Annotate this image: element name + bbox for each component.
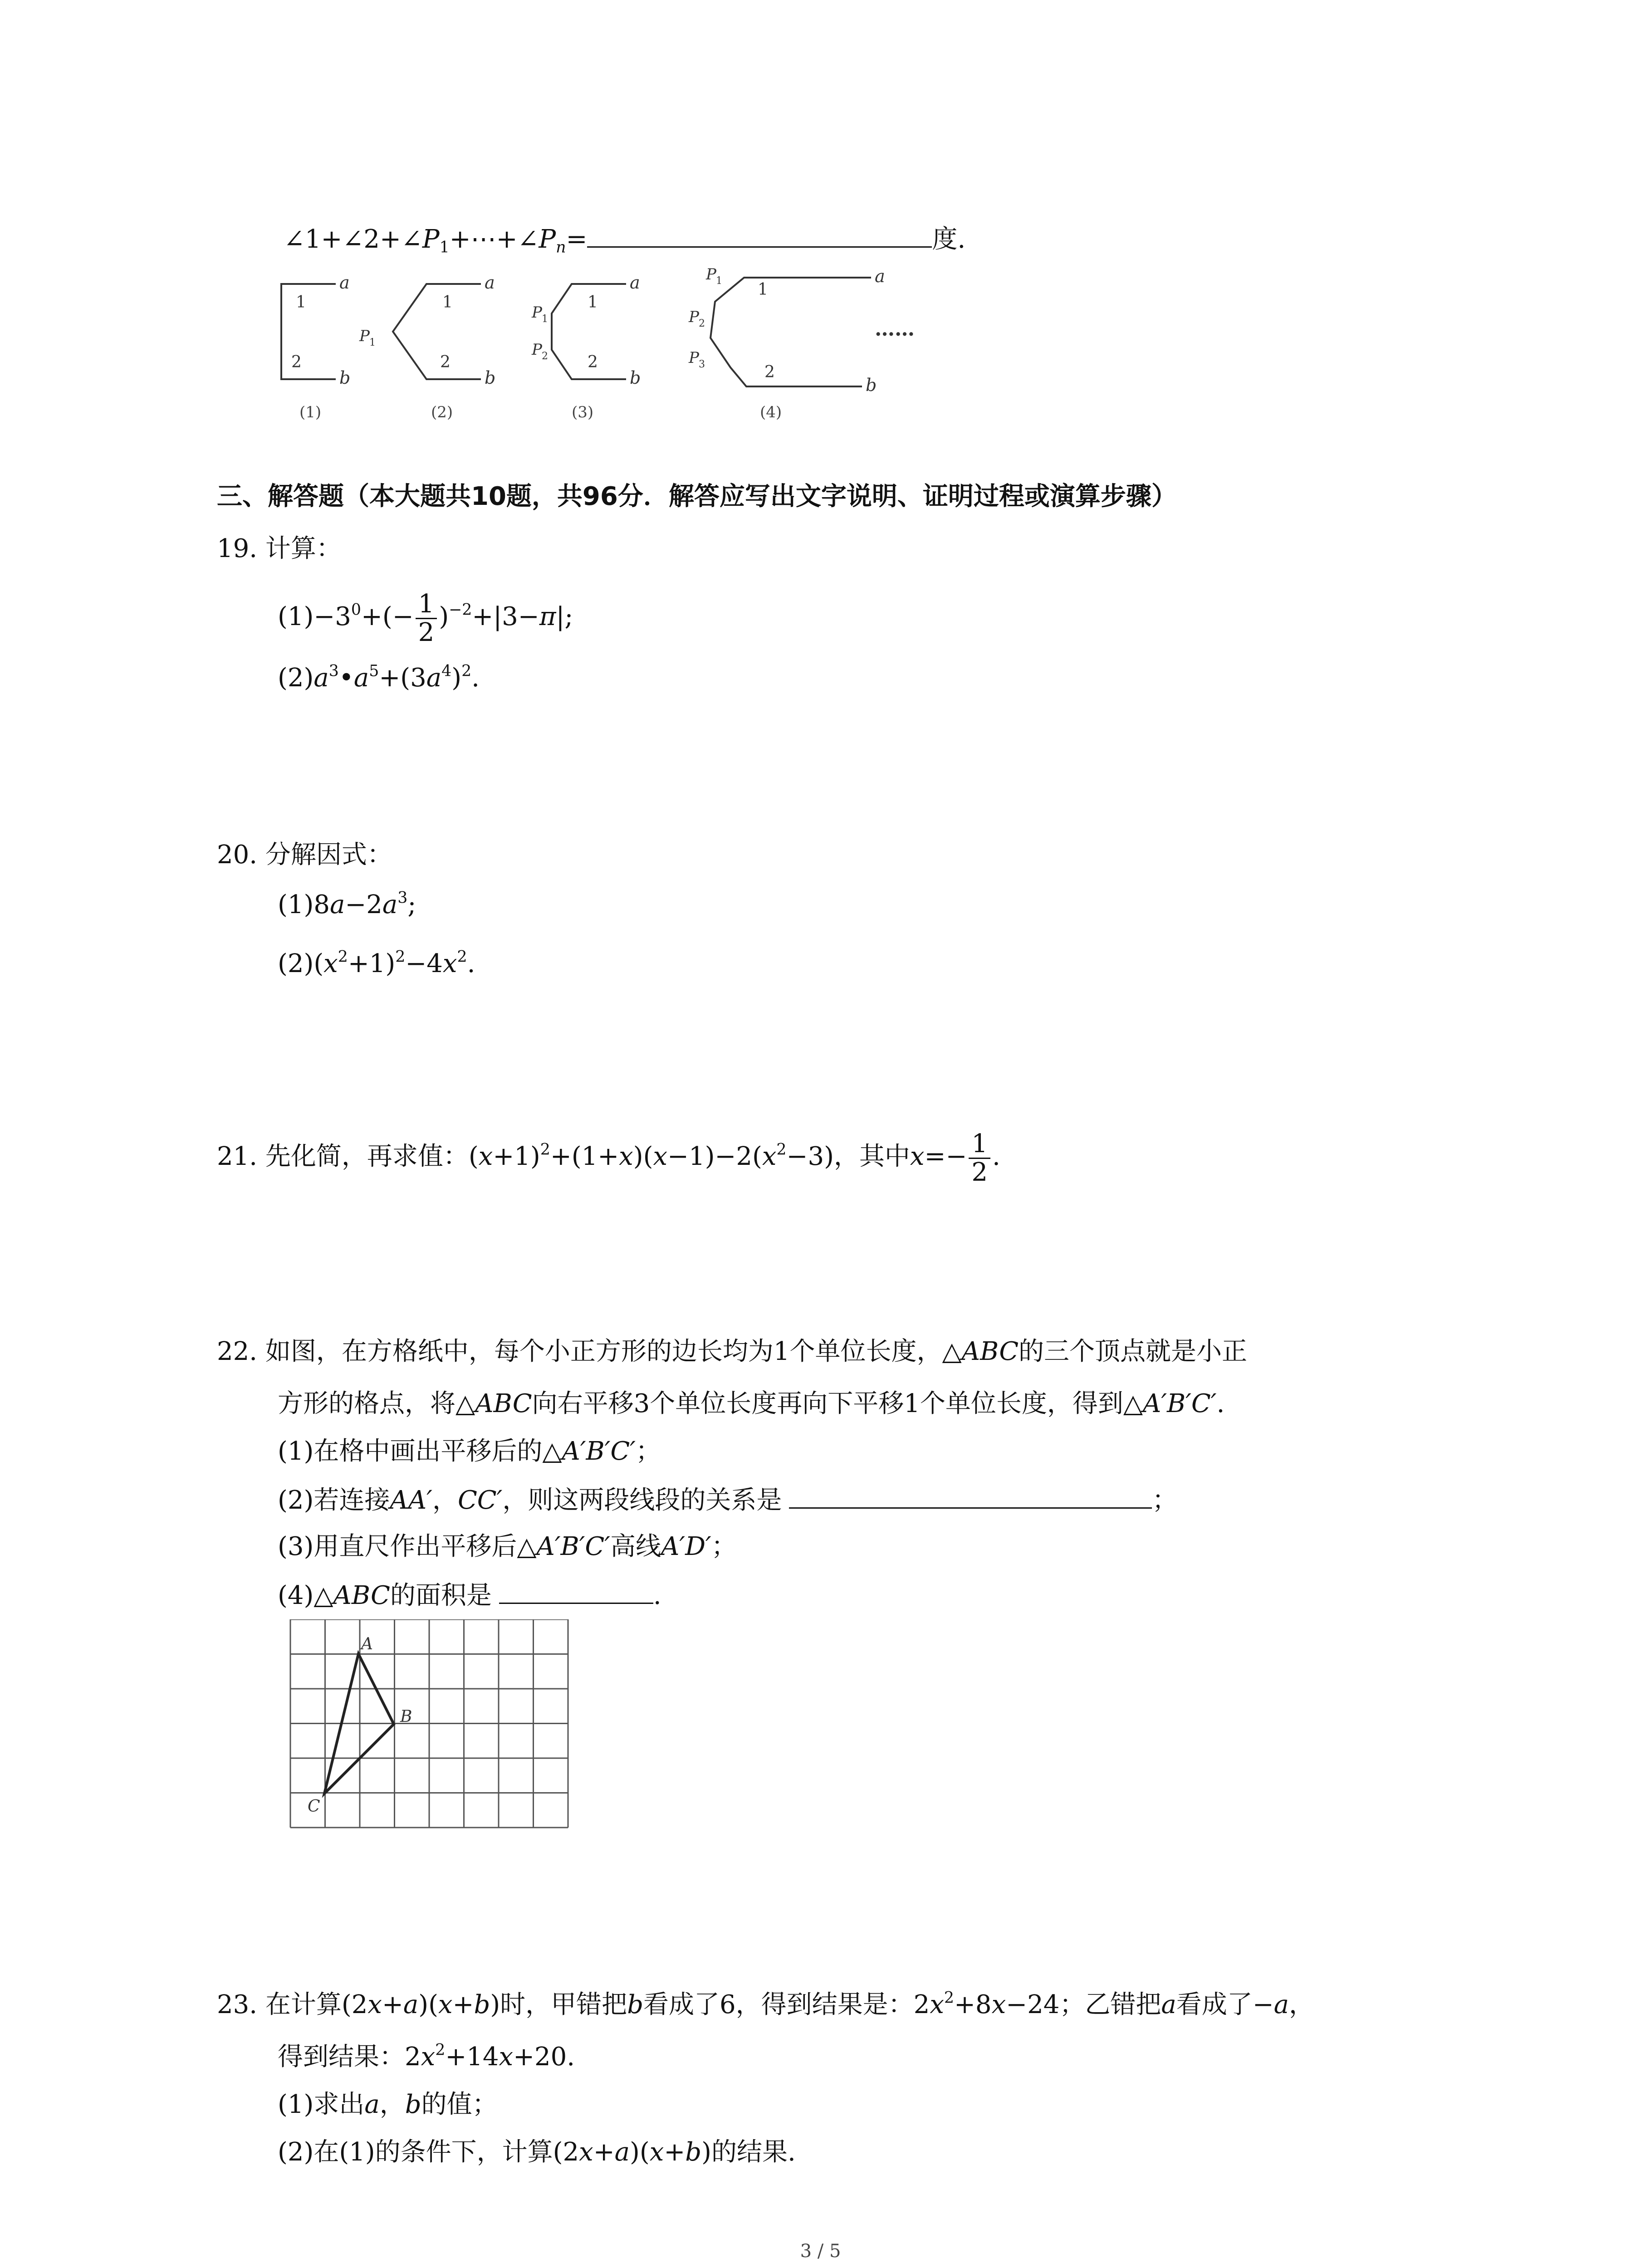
svg-text:P: P	[359, 327, 370, 345]
q22-line2: 方形的格点，将△ABC向右平移3个单位长度再向下平移1个单位长度，得到△A′B′C′.	[278, 1389, 1225, 1418]
svg-text:(2): (2)	[431, 403, 453, 421]
svg-text:2: 2	[588, 353, 598, 371]
q22-line1: 22. 如图，在方格纸中，每个小正方形的边长均为1个单位长度，△ABC的三个顶点就是小正	[217, 1337, 1248, 1366]
q19-part1: $(1)-3^0+(-$ $\frac{1}{2}$ )$^{-2}$+|3−π|;	[278, 589, 573, 647]
svg-text:P: P	[689, 308, 699, 326]
q22-part1: (1)在格中画出平移后的△A′B′C′；	[278, 1437, 661, 1466]
svg-text:1: 1	[716, 275, 722, 287]
svg-text:2: 2	[542, 351, 548, 362]
svg-text:2: 2	[764, 363, 775, 381]
q23-part1: (1)求出a，b的值；	[278, 2090, 498, 2119]
grid-lines	[290, 1619, 568, 1828]
q23-line2: 得到结果：$2x^2+14x+20$.	[278, 2041, 575, 2072]
q20-part2: $(2)(x^2+1)^2-4x^2$.	[278, 948, 475, 978]
q22-part3: (3)用直尺作出平移后△A′B′C′高线A′D′；	[278, 1532, 737, 1561]
ellipsis: ……	[875, 318, 915, 341]
svg-text:b: b	[866, 375, 877, 395]
q19-heading: 19. 计算：	[217, 534, 342, 563]
vertex-a-label: A	[361, 1635, 373, 1653]
svg-text:P: P	[532, 303, 542, 322]
answer-blank[interactable]	[789, 1481, 1152, 1509]
q20-heading: 20. 分解因式：	[217, 840, 392, 870]
svg-text:a: a	[875, 266, 885, 286]
q22-grid-figure	[281, 1619, 599, 1846]
q22-part4: (4)△ABC的面积是 .	[278, 1576, 661, 1614]
svg-text:1: 1	[442, 293, 453, 312]
svg-text:3: 3	[699, 359, 705, 370]
q18-sum-line: $\angle 1+\angle 2+\angle P_1+\cdots+\angle P_n=$ 度.	[284, 220, 965, 258]
svg-text:1: 1	[758, 280, 768, 299]
svg-text:2: 2	[699, 318, 705, 329]
svg-text:a: a	[485, 273, 495, 293]
svg-text:1: 1	[588, 293, 598, 312]
svg-text:b: b	[485, 368, 496, 388]
svg-text:1: 1	[542, 313, 548, 325]
svg-text:b: b	[630, 368, 641, 388]
q21-line: 21. 先化简，再求值：$(x+1)^2+(1+x)(x-1)-2(x^2-3)$，其中x=− $\frac{1}{2}$ .	[217, 1129, 1000, 1187]
q19-part2: $(2)a^3•a^5+(3a^4)^2$.	[278, 662, 480, 693]
svg-text:P: P	[706, 265, 716, 284]
svg-text:2: 2	[440, 353, 451, 371]
svg-text:P: P	[532, 341, 542, 359]
answer-blank[interactable]	[587, 220, 932, 248]
fraction: $\frac{1}{2}$	[969, 1130, 990, 1186]
svg-text:2: 2	[291, 353, 302, 371]
vertex-c-label: C	[308, 1797, 320, 1816]
q23-line1: 23. 在计算(2x+a)(x+b)时，甲错把b看成了6，得到结果是：$2x^2+8x-24$；乙错把a看成了−a，	[217, 1989, 1315, 2019]
q20-part1: $(1)8a-2a^3$;	[278, 889, 416, 919]
svg-text:1: 1	[369, 337, 376, 348]
svg-text:a: a	[630, 273, 640, 293]
q18-figures	[254, 259, 980, 431]
svg-text:(3): (3)	[572, 403, 594, 421]
svg-text:b: b	[339, 368, 351, 388]
q22-part2: (2)若连接AA′，CC′，则这两段线段的关系是 ；	[278, 1481, 1177, 1519]
svg-text:(4): (4)	[760, 403, 782, 421]
q18-text: ∠1+∠2+∠	[284, 225, 422, 254]
page-number: 3 / 5	[800, 2241, 841, 2262]
svg-text:1: 1	[296, 293, 306, 312]
section-title: 三、解答题（本大题共10题，共96分．解答应写出文字说明、证明过程或演算步骤）	[217, 482, 1177, 511]
q23-part2: (2)在(1)的条件下，计算(2x+a)(x+b)的结果.	[278, 2137, 796, 2167]
svg-text:a: a	[339, 273, 350, 293]
svg-text:(1): (1)	[299, 403, 322, 421]
fraction: $\frac{1}{2}$	[416, 591, 437, 646]
answer-blank[interactable]	[499, 1576, 653, 1604]
vertex-b-label: B	[400, 1707, 412, 1726]
svg-text:P: P	[689, 349, 699, 367]
